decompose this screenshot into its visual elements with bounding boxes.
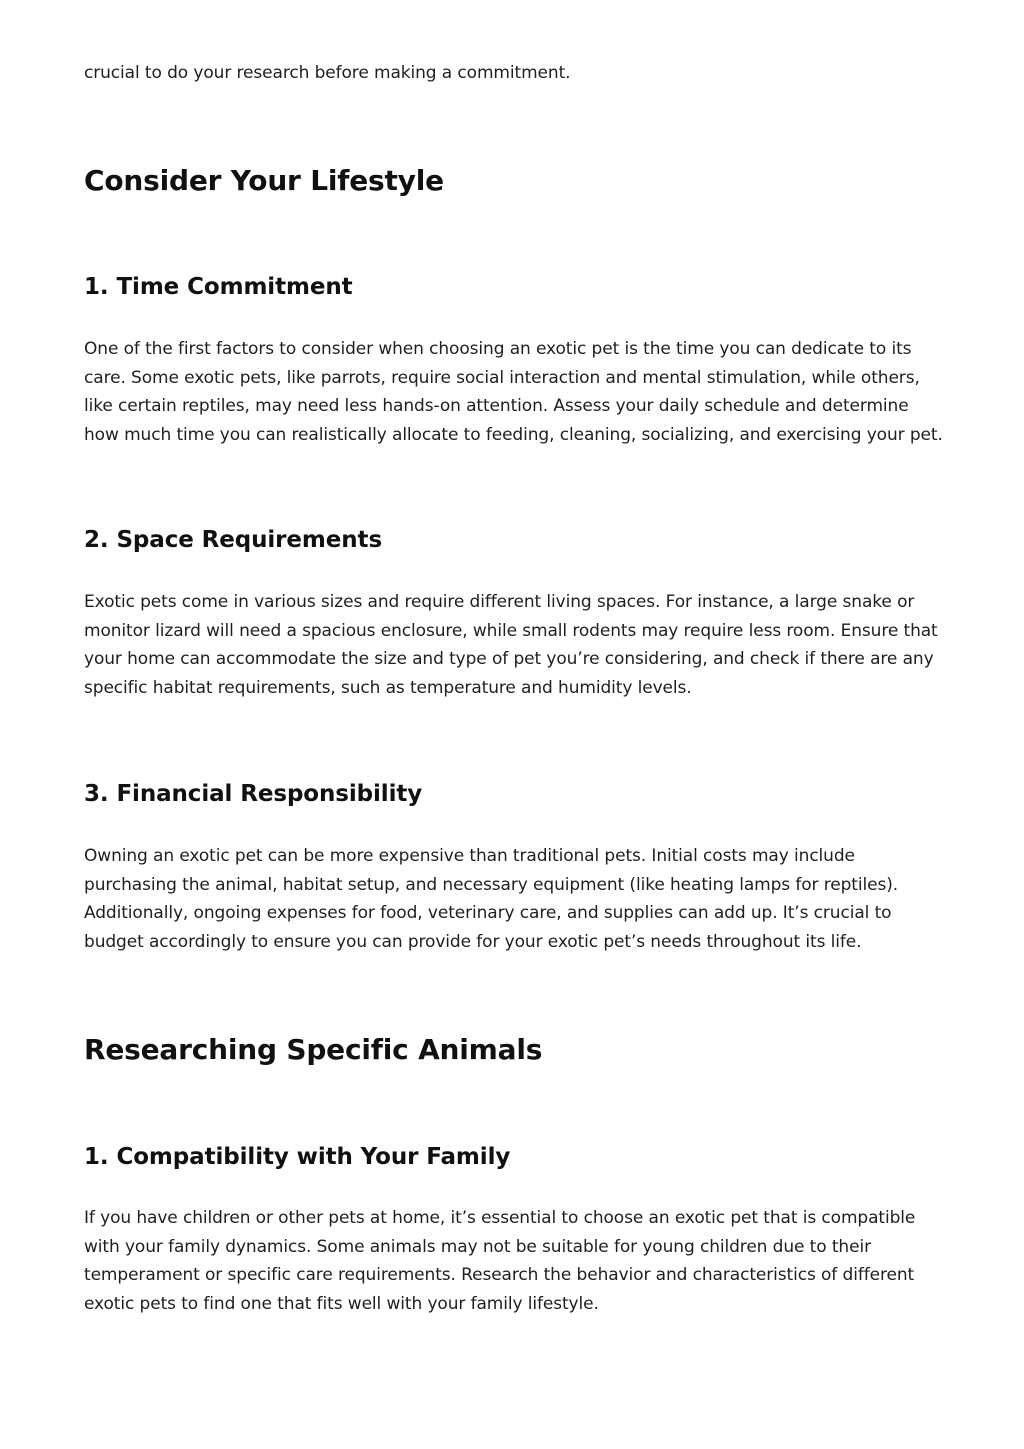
subheading-time-commitment: 1. Time Commitment <box>84 274 353 300</box>
subheading-space-requirements: 2. Space Requirements <box>84 527 383 553</box>
paragraph-time-commitment <box>84 335 974 450</box>
paragraph-line: If you have children or other pets at home, it’s essential to choose an exotic pet that is compatible <box>84 1208 916 1228</box>
subheading-financial-responsibility: 3. Financial Responsibility <box>84 781 423 807</box>
paragraph-line: monitor lizard will need a spacious enclosure, while small rodents may require less room. Ensure that <box>84 620 938 641</box>
paragraph-line: purchasing the animal, habitat setup, and necessary equipment (like heating lamps for reptiles). <box>84 874 899 895</box>
paragraph-line: your home can accommodate the size and type of pet you’re considering, and check if there are any <box>84 649 934 670</box>
paragraph-line: specific habitat requirements, such as temperature and humidity levels. <box>84 678 692 699</box>
intro-line: crucial to do your research before making a commitment. <box>84 63 571 83</box>
paragraph-line: budget accordingly to ensure you can provide for your exotic pet’s needs throughout its life. <box>84 932 862 953</box>
paragraph-line: like certain reptiles, may need less hands-on attention. Assess your daily schedule and determine <box>84 396 909 417</box>
paragraph-line: One of the first factors to consider when choosing an exotic pet is the time you can dedicate to its <box>84 339 912 359</box>
section-heading-lifestyle: Consider Your Lifestyle <box>84 164 444 197</box>
paragraph-line: Owning an exotic pet can be more expensive than traditional pets. Initial costs may include <box>84 846 855 866</box>
paragraph-line: exotic pets to find one that fits well with your family lifestyle. <box>84 1294 599 1315</box>
paragraph-line: temperament or specific care requirements. Research the behavior and characteristics of different <box>84 1265 915 1286</box>
intro-paragraph <box>84 59 974 88</box>
paragraph-family-compatibility <box>84 1204 974 1319</box>
paragraph-line: care. Some exotic pets, like parrots, require social interaction and mental stimulation, while others, <box>84 367 920 388</box>
subheading-family-compatibility: 1. Compatibility with Your Family <box>84 1144 511 1170</box>
paragraph-line: how much time you can realistically allocate to feeding, cleaning, socializing, and exercising your pet. <box>84 425 943 446</box>
paragraph-line: Additionally, ongoing expenses for food, veterinary care, and supplies can add up. It’s crucial to <box>84 903 892 924</box>
paragraph-line: with your family dynamics. Some animals may not be suitable for young children due to their <box>84 1236 871 1257</box>
paragraph-space-requirements <box>84 588 974 703</box>
section-heading-researching: Researching Specific Animals <box>84 1033 543 1066</box>
paragraph-line: Exotic pets come in various sizes and require different living spaces. For instance, a large snake or <box>84 592 915 612</box>
paragraph-financial-responsibility <box>84 842 974 957</box>
